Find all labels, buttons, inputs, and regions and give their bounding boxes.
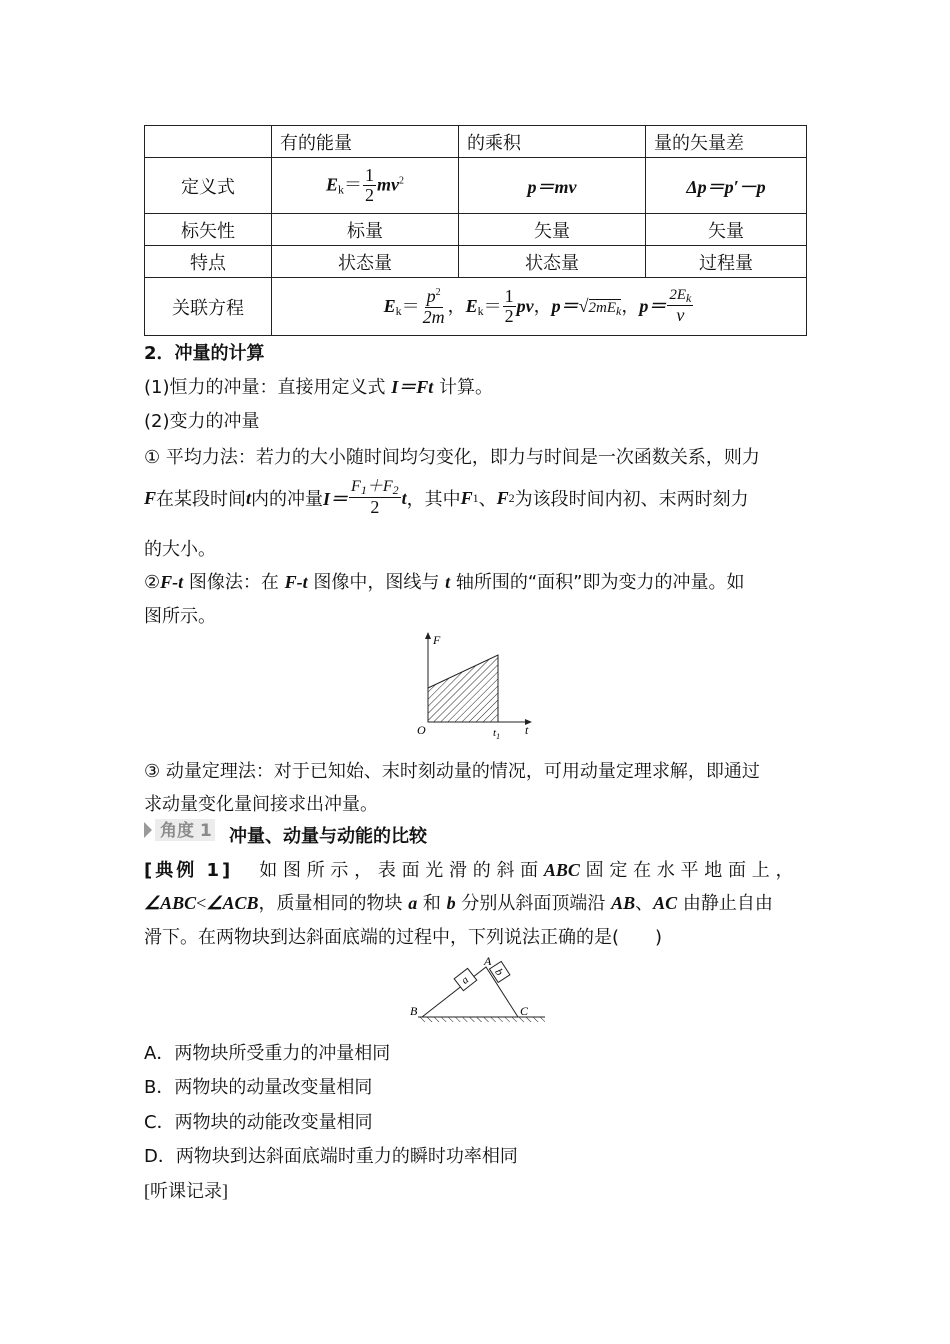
paragraph: 的大小。 (144, 539, 216, 560)
table-cell: 量的矢量差 (646, 126, 807, 158)
force-time-graph (405, 630, 540, 742)
dp-definition: Δp＝p′－p (646, 158, 807, 214)
paragraph: [典例 1] 如 图 所 示 ， 表 面 光 滑 的 斜 面 ABC 固 定 在 水 平 地 面 上 ， (144, 860, 794, 881)
notes-label: [听课记录] (144, 1181, 228, 1201)
paragraph: 图所示。 (144, 606, 216, 627)
fraction: $\frac{1}{2}$ (365, 165, 374, 205)
row-label: 关联方程 (145, 278, 272, 336)
option-a: A．两物块所受重力的冲量相同 (144, 1043, 391, 1064)
ek-definition: $E_k=$ $\frac{1}{2}$ $mv^2$ (272, 158, 459, 214)
svg-text:b: b (492, 966, 506, 978)
svg-text:a: a (459, 973, 472, 987)
table-cell (145, 126, 272, 158)
fraction: $\frac{F_1+F_2}{2}$ (351, 478, 399, 517)
paragraph: ∠ABC<∠ACB，质量相同的物块 a 和 b 分别从斜面顶端沿 AB、AC 由静止自由 (144, 893, 773, 914)
y-axis-arrow (425, 632, 431, 639)
relation-equations: $E_k=$ $\frac{p^2}{2m}$ ，$E_k=$ $\frac{1}{2}$ pv，$p=√2mE_k$，p＝ $\frac{2E_k}{v}$ (272, 278, 807, 336)
paragraph: 求动量变化量间接求出冲量。 (144, 794, 378, 815)
vertex-b-label: B (410, 1004, 418, 1018)
table-row (145, 126, 807, 158)
paragraph: (2)变力的冲量 (144, 411, 260, 432)
table-cell: 过程量 (646, 246, 807, 278)
vertex-c-label: C (520, 1004, 529, 1018)
fraction: $\frac{2E_k}{v}$ (669, 287, 692, 325)
table-row (145, 214, 807, 246)
option-b: B．两物块的动量改变量相同 (144, 1077, 373, 1098)
option-c: C．两物块的动能改变量相同 (144, 1112, 373, 1133)
row-label: 标矢性 (145, 214, 272, 246)
p-definition: p＝mv (459, 158, 646, 214)
table-row (145, 158, 807, 214)
table-cell: 有的能量 (272, 126, 459, 158)
block-a (454, 968, 477, 990)
section-heading: 2．冲量的计算 (144, 343, 265, 364)
t1-label: $t_1$ (493, 727, 501, 741)
origin-label: O (417, 723, 426, 737)
comparison-table (144, 125, 807, 336)
block-b (489, 961, 509, 982)
option-d: D．两物块到达斜面底端时重力的瞬时功率相同 (144, 1146, 518, 1167)
fraction: $\frac{1}{2}$ (504, 286, 514, 326)
table-row (145, 246, 807, 278)
vertex-a-label: A (484, 955, 492, 968)
triangle-icon (144, 822, 152, 838)
table-row (145, 278, 807, 336)
x-axis-label: t (525, 723, 529, 737)
table-cell: 标量 (272, 214, 459, 246)
paragraph: ③ 动量定理法：对于已知始、末时刻动量的情况，可用动量定理求解，即通过 (144, 761, 760, 782)
paragraph: (1)恒力的冲量：直接用定义式 I＝Ft 计算。 (144, 377, 493, 398)
radicand: $2mE_k$ (588, 299, 622, 318)
angle-badge (144, 818, 216, 842)
paragraph: 滑下。在两物块到达斜面底端的过程中，下列说法正确的是( ) (144, 927, 663, 948)
paragraph: ②F-t 图像法：在 F-t 图像中，图线与 t 轴所围的“面积”即为变力的冲量。如 (144, 572, 745, 593)
table-cell: 状态量 (272, 246, 459, 278)
row-label: 特点 (145, 246, 272, 278)
incline-figure (400, 955, 550, 1025)
impulse-area (428, 655, 498, 722)
sqrt-symbol: √ (578, 295, 589, 316)
y-axis-label: F (433, 633, 441, 647)
table-cell: 矢量 (459, 214, 646, 246)
table-cell: 的乘积 (459, 126, 646, 158)
angle-title: 冲量、动量与动能的比较 (229, 826, 427, 847)
svg-text:角度 1: 角度 1 (160, 821, 212, 841)
row-label: 定义式 (145, 158, 272, 214)
table-cell: 状态量 (459, 246, 646, 278)
paragraph: ① 平均力法：若力的大小随时间均匀变化，即力与时间是一次函数关系，则力 (144, 447, 760, 468)
paragraph: F 在某段时间 t 内的冲量 I＝ $\frac{F_1+F_2}{2}$ t ，其中 F 1 、 F 2 为该段时间内初、末两时刻力 (144, 478, 749, 517)
example-tag: [典例 1] (144, 860, 234, 881)
table-cell: 矢量 (646, 214, 807, 246)
fraction: $\frac{p^2}{2m}$ (422, 285, 445, 327)
